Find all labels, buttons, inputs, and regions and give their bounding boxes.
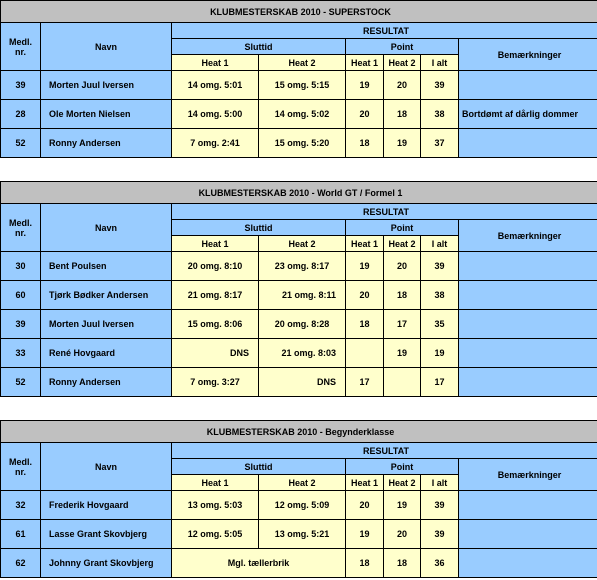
table-row [1,252,597,281]
driver-name: Bent Poulsen [41,252,172,281]
driver-name: Ole Morten Nielsen [41,100,172,129]
driver-name: Frederik Hovgaard [41,491,172,520]
heat1-point-header: Heat 1 [346,475,384,491]
heat1-time: 14 omg. 5:01 [172,71,259,100]
bemaerkninger-header: Bemærkninger [459,220,597,252]
total-point: 39 [421,71,459,100]
medl-header: Medl. nr. [1,23,41,71]
total-point: 17 [421,368,459,397]
remark [459,520,597,549]
heat1-time: 20 omg. 8:10 [172,252,259,281]
table-row [1,129,597,158]
medl-header: Medl. nr. [1,443,41,491]
total-point: 39 [421,252,459,281]
driver-name: Morten Juul Iversen [41,71,172,100]
heat2-point: 18 [384,100,421,129]
member-nr: 60 [1,281,41,310]
total-point: 38 [421,281,459,310]
remark [459,491,597,520]
heat2-point: 17 [384,310,421,339]
remark: Bortdømt af dårlig dommer [459,100,597,129]
point-header: Point [346,39,459,55]
heat2-time-header: Heat 2 [259,236,346,252]
member-nr: 30 [1,252,41,281]
table-row [1,339,597,368]
point-header: Point [346,459,459,475]
sluttid-header: Sluttid [172,220,346,236]
heat2-point: 19 [384,339,421,368]
table-row [1,520,597,549]
heat2-point-header: Heat 2 [384,55,421,71]
heat1-point: 20 [346,281,384,310]
remark [459,368,597,397]
navn-header: Navn [41,23,172,71]
table-title: KLUBMESTERSKAB 2010 - SUPERSTOCK [1,1,597,23]
table-row [1,549,597,578]
heat1-point: 17 [346,368,384,397]
heat1-time: 21 omg. 8:17 [172,281,259,310]
ialt-header: I alt [421,55,459,71]
sluttid-merged: Mgl. tællerbrik [172,549,346,578]
table-row [1,100,597,129]
member-nr: 61 [1,520,41,549]
heat2-time: DNS [259,368,346,397]
total-point: 39 [421,491,459,520]
table-row [1,310,597,339]
table-title: KLUBMESTERSKAB 2010 - Begynderklasse [1,421,597,443]
heat1-time: 12 omg. 5:05 [172,520,259,549]
results-table-world-gt [0,181,597,397]
resultat-header: RESULTAT [172,204,597,220]
member-nr: 39 [1,310,41,339]
heat2-point: 18 [384,281,421,310]
remark [459,252,597,281]
heat1-point: 18 [346,129,384,158]
remark [459,129,597,158]
bemaerkninger-header: Bemærkninger [459,39,597,71]
member-nr: 32 [1,491,41,520]
sluttid-header: Sluttid [172,39,346,55]
member-nr: 33 [1,339,41,368]
heat2-point: 19 [384,129,421,158]
driver-name: Lasse Grant Skovbjerg [41,520,172,549]
total-point: 38 [421,100,459,129]
remark [459,281,597,310]
point-header: Point [346,220,459,236]
heat1-point: 20 [346,491,384,520]
heat2-time: 15 omg. 5:15 [259,71,346,100]
member-nr: 39 [1,71,41,100]
member-nr: 62 [1,549,41,578]
heat1-point-header: Heat 1 [346,55,384,71]
heat2-point-header: Heat 2 [384,236,421,252]
heat2-time: 23 omg. 8:17 [259,252,346,281]
heat1-time-header: Heat 1 [172,236,259,252]
medl-header: Medl. nr. [1,204,41,252]
heat1-time: 15 omg. 8:06 [172,310,259,339]
heat2-point-header: Heat 2 [384,475,421,491]
table-row [1,281,597,310]
results-table-begynderklasse [0,420,597,578]
resultat-header: RESULTAT [172,443,597,459]
table-row [1,491,597,520]
member-nr: 52 [1,129,41,158]
heat2-time-header: Heat 2 [259,55,346,71]
total-point: 35 [421,310,459,339]
ialt-header: I alt [421,475,459,491]
heat1-time: 13 omg. 5:03 [172,491,259,520]
remark [459,310,597,339]
driver-name: Ronny Andersen [41,368,172,397]
driver-name: Morten Juul Iversen [41,310,172,339]
heat2-time: 21 omg. 8:11 [259,281,346,310]
total-point: 19 [421,339,459,368]
heat1-time: 14 omg. 5:00 [172,100,259,129]
heat2-point: 19 [384,491,421,520]
total-point: 37 [421,129,459,158]
heat2-time: 20 omg. 8:28 [259,310,346,339]
heat2-time-header: Heat 2 [259,475,346,491]
heat1-time: DNS [172,339,259,368]
table-row [1,71,597,100]
navn-header: Navn [41,443,172,491]
heat1-time-header: Heat 1 [172,55,259,71]
heat2-time: 15 omg. 5:20 [259,129,346,158]
total-point: 39 [421,520,459,549]
heat1-point: 20 [346,100,384,129]
results-table-superstock [0,0,597,158]
heat2-point: 18 [384,549,421,578]
heat2-time: 14 omg. 5:02 [259,100,346,129]
member-nr: 52 [1,368,41,397]
heat2-point: 20 [384,520,421,549]
resultat-header: RESULTAT [172,23,597,39]
remark [459,339,597,368]
total-point: 36 [421,549,459,578]
heat2-point: 20 [384,252,421,281]
sluttid-header: Sluttid [172,459,346,475]
heat1-point: 18 [346,310,384,339]
driver-name: Ronny Andersen [41,129,172,158]
member-nr: 28 [1,100,41,129]
bemaerkninger-header: Bemærkninger [459,459,597,491]
remark [459,71,597,100]
heat1-point: 19 [346,71,384,100]
heat2-time: 21 omg. 8:03 [259,339,346,368]
driver-name: Johnny Grant Skovbjerg [41,549,172,578]
driver-name: Tjørk Bødker Andersen [41,281,172,310]
heat1-point [346,339,384,368]
heat2-time: 13 omg. 5:21 [259,520,346,549]
heat2-point: 20 [384,71,421,100]
heat1-time: 7 omg. 2:41 [172,129,259,158]
remark [459,549,597,578]
table-row [1,368,597,397]
heat2-point [384,368,421,397]
heat2-time: 12 omg. 5:09 [259,491,346,520]
heat1-point: 19 [346,520,384,549]
heat1-time-header: Heat 1 [172,475,259,491]
heat1-time: 7 omg. 3:27 [172,368,259,397]
navn-header: Navn [41,204,172,252]
driver-name: René Hovgaard [41,339,172,368]
heat1-point-header: Heat 1 [346,236,384,252]
heat1-point: 18 [346,549,384,578]
table-title: KLUBMESTERSKAB 2010 - World GT / Formel 1 [1,182,597,204]
ialt-header: I alt [421,236,459,252]
heat1-point: 19 [346,252,384,281]
